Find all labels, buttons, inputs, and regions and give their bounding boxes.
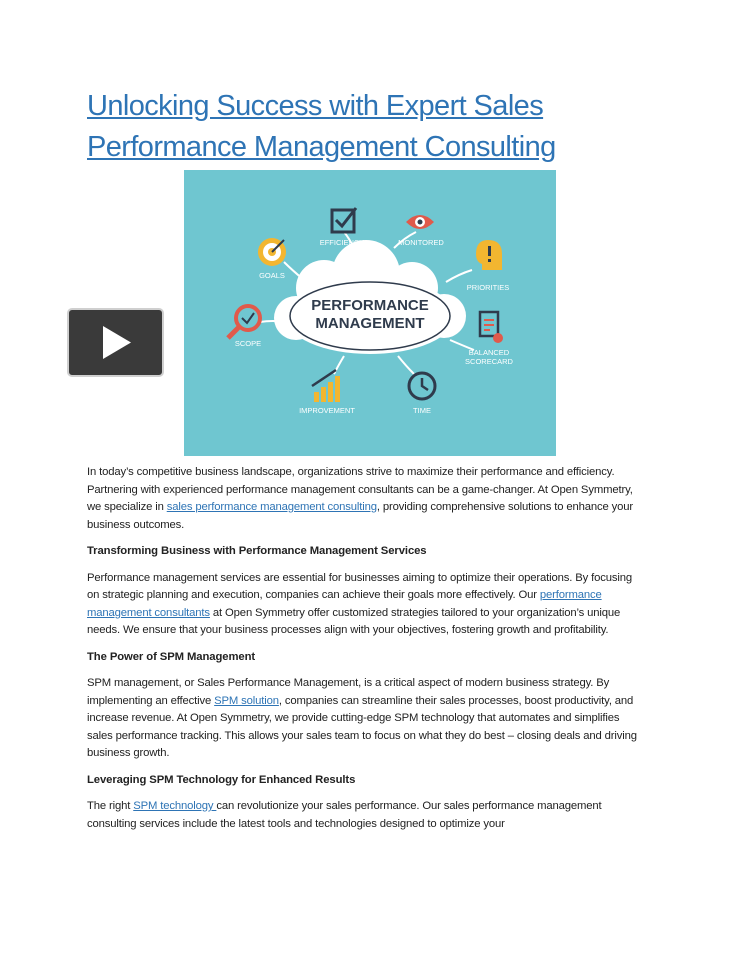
paragraph-leveraging-spm: The right SPM technology can revolutionize your sales performance. Our sales performance management consulting services include the latest tools and technologies designed to optimize your: [87, 800, 602, 830]
title-line-2[interactable]: Performance Management Consulting: [87, 131, 556, 163]
link-spm-technology[interactable]: SPM technology: [133, 800, 217, 812]
page-title[interactable]: [87, 86, 687, 168]
label-scope: SCOPE: [234, 339, 262, 348]
title-line-1[interactable]: Unlocking Success with Expert Sales: [87, 90, 544, 122]
target-icon: [258, 238, 286, 266]
heading-power-of-spm: The Power of SPM Management: [87, 650, 256, 663]
label-goals: GOALS: [259, 271, 285, 280]
label-efficiency: EFFICIENCY: [319, 238, 365, 247]
cloud-title-line1: PERFORMANCE: [311, 297, 429, 314]
label-scorecard: SCORECARD: [465, 357, 513, 366]
link-sales-performance-management-consulting[interactable]: sales performance management consulting: [166, 501, 377, 513]
paragraph-power-of-spm: SPM management, or Sales Performance Management, is a critical aspect of modern business strategy. By implementing an effective SPM solution, companies can streamline their sales processes, boost productivity, and increase revenue. At Open Symmetry, we provide cutting-edge SPM technology that automates and simplifies sales performance tracking. This allows your sales team to focus on what they do best – closing deals and driving business growth.: [87, 677, 637, 759]
intro-paragraph: In today’s competitive business landscape, organizations strive to maximize their performance and efficiency. Partnering with experienced performance management consultants can be a game-changer. At Open Symmetry, we specialize in sales performance management consulting, providing comprehensive solutions to enhance your business outcomes.: [87, 466, 633, 531]
heading-leveraging-spm: Leveraging SPM Technology for Enhanced Results: [87, 773, 356, 786]
label-time: TIME: [413, 406, 431, 415]
cloud-title-line2: MANAGEMENT: [315, 315, 425, 332]
performance-management-illustration: [184, 170, 556, 456]
link-spm-solution[interactable]: SPM solution: [214, 694, 279, 707]
label-balanced: BALANCED: [468, 348, 510, 357]
label-priorities: PRIORITIES: [466, 283, 510, 292]
label-monitored: MONITORED: [398, 238, 444, 247]
heading-transforming-business: Transforming Business with Performance Management Services: [87, 545, 427, 557]
paragraph-transforming-business: Performance management services are essential for businesses aiming to optimize their operations. By focusing on strategic planning and execution, companies can achieve their goals more effectively. Our performance management consultants at Open Symmetry offer customized strategies tailored to your organization’s unique needs. We ensure that your business processes align with your objectives, fostering growth and profitability.: [87, 571, 633, 636]
link-performance-management-consultants[interactable]: performance management consultants: [87, 589, 602, 619]
article-body: [87, 464, 647, 842]
label-improvement: IMPROVEMENT: [299, 406, 355, 415]
play-button[interactable]: [67, 308, 164, 377]
